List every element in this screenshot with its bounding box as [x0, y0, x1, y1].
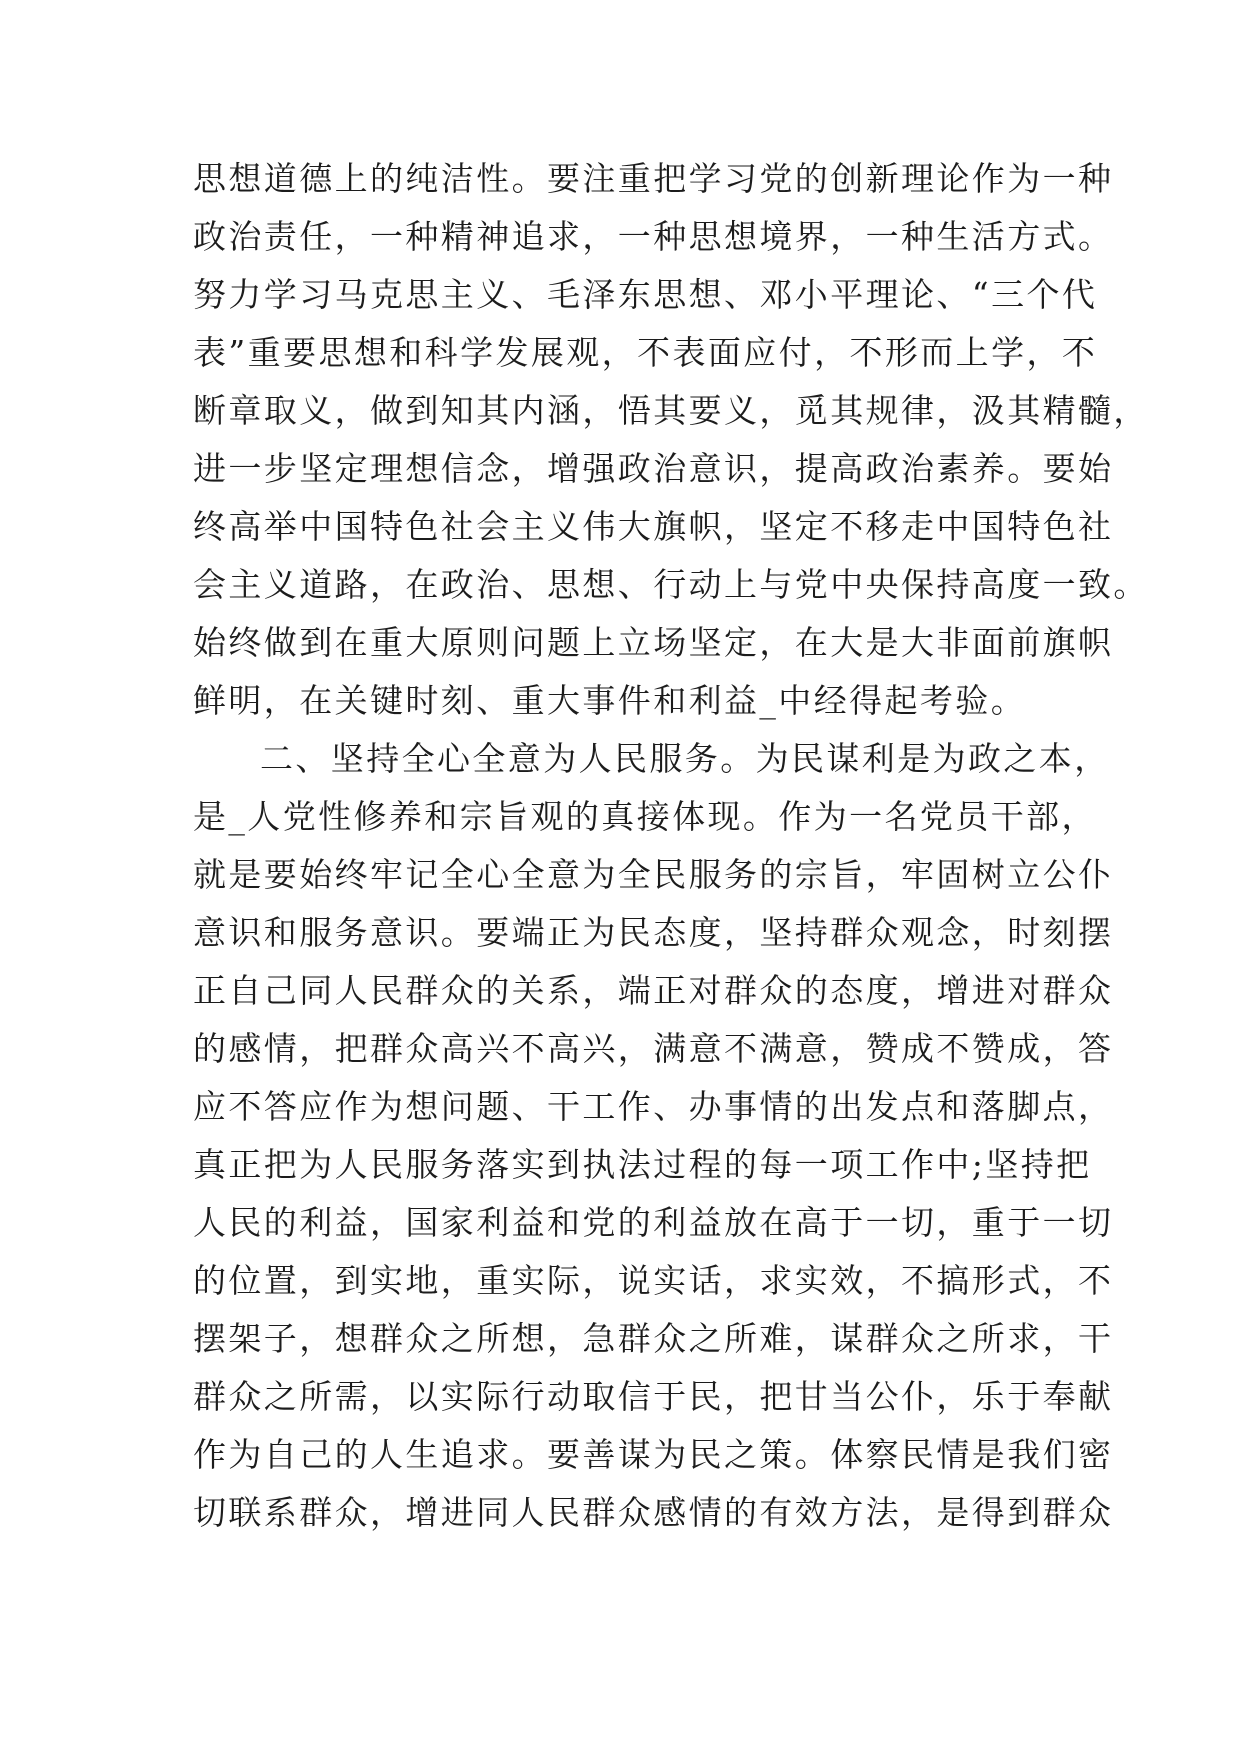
- text-line: 思想道德上的纯洁性。要注重把学习党的创新理论作为一种: [193, 159, 1114, 198]
- text-line: 始终做到在重大原则问题上立场坚定，在大是大非面前旗帜: [193, 623, 1114, 662]
- text-line: 的感情，把群众高兴不高兴，满意不满意，赞成不赞成，答: [193, 1029, 1114, 1068]
- text-line: 努力学习马克思主义、毛泽东思想、邓小平理论、“三个代: [193, 275, 1098, 314]
- text-line: 会主义道路，在政治、思想、行动上与党中央保持高度一致。: [193, 565, 1149, 604]
- text-line: 真正把为人民服务落实到执法过程的每一项工作中;坚持把: [193, 1145, 1092, 1184]
- text-line: 鲜明，在关键时刻、重大事件和利益_中经得起考验。: [193, 681, 1027, 720]
- text-line: 摆架子，想群众之所想，急群众之所难，谋群众之所求，干: [193, 1319, 1114, 1358]
- text-line: 切联系群众，增进同人民群众感情的有效方法，是得到群众: [193, 1493, 1114, 1532]
- text-line: 的位置，到实地，重实际，说实话，求实效，不搞形式，不: [193, 1261, 1114, 1300]
- text-line: 进一步坚定理想信念，增强政治意识，提高政治素养。要始: [193, 449, 1114, 488]
- text-line: 就是要始终牢记全心全意为全民服务的宗旨，牢固树立公仆: [193, 855, 1114, 894]
- text-line: 意识和服务意识。要端正为民态度，坚持群众观念，时刻摆: [193, 913, 1114, 952]
- text-line: 正自己同人民群众的关系，端正对群众的态度，增进对群众: [193, 971, 1114, 1010]
- text-line: 终高举中国特色社会主义伟大旗帜，坚定不移走中国特色社: [193, 507, 1114, 546]
- text-line: 作为自己的人生追求。要善谋为民之策。体察民情是我们密: [193, 1435, 1114, 1474]
- text-line: 应不答应作为想问题、干工作、办事情的出发点和落脚点，: [193, 1087, 1114, 1126]
- text-line: 是_人党性修养和宗旨观的真接体现。作为一名党员干部，: [193, 797, 1097, 836]
- text-line: 人民的利益，国家利益和党的利益放在高于一切，重于一切: [193, 1203, 1114, 1242]
- paragraph-start-line: 二、坚持全心全意为人民服务。为民谋利是为政之本，: [260, 739, 1110, 778]
- text-line: 群众之所需，以实际行动取信于民，把甘当公仆，乐于奉献: [193, 1377, 1114, 1416]
- text-line: 政治责任，一种精神追求，一种思想境界，一种生活方式。: [193, 217, 1114, 256]
- text-line: 表”重要思想和科学发展观，不表面应付，不形而上学，不: [193, 333, 1098, 372]
- text-line: 断章取义，做到知其内涵，悟其要义，觅其规律，汲其精髓，: [193, 391, 1149, 430]
